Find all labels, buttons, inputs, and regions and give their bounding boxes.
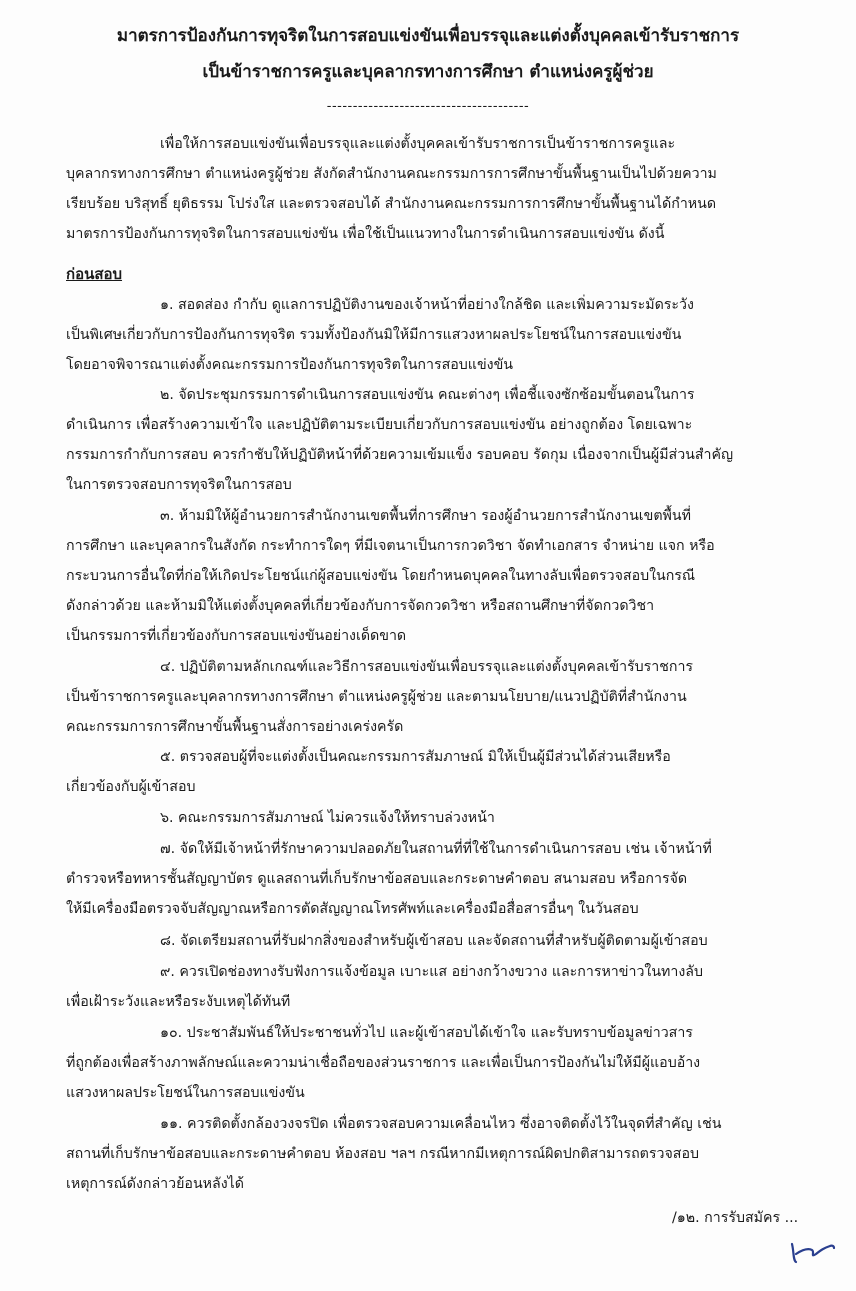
item-3-line: การศึกษา และบุคลากรในสังกัด กระทำการใดๆ ที่มีเจตนาเป็นการกวดวิชา จัดทำเอกสาร จำหน่าย แจก หรือ xyxy=(66,538,715,554)
item-1-line: ๑. สอดส่อง กำกับ ดูแลการปฏิบัติงานของเจ้าหน้าที่อย่างใกล้ชิด และเพิ่มความระมัดระวัง xyxy=(160,297,694,313)
intro-line: เพื่อให้การสอบแข่งขันเพื่อบรรจุและแต่งตั้งบุคคลเข้ารับราชการเป็นข้าราชการครูและ xyxy=(160,136,676,152)
item-3-line: ดังกล่าวด้วย และห้ามมิให้แต่งตั้งบุคคลที่เกี่ยวข้องกับการจัดกวดวิชา หรือสถานศึกษาที่จัดกวดวิชา xyxy=(66,598,655,614)
item-1-line: โดยอาจพิจารณาแต่งตั้งคณะกรรมการป้องกันการทุจริตในการสอบแข่งขัน xyxy=(66,357,513,373)
item-9-line: เพื่อเฝ้าระวังและหรือระงับเหตุได้ทันที xyxy=(66,994,291,1010)
section-heading-before-exam: ก่อนสอบ xyxy=(66,265,123,283)
item-4-line: ๔. ปฏิบัติตามหลักเกณฑ์และวิธีการสอบแข่งขันเพื่อบรรจุและแต่งตั้งบุคคลเข้ารับราชการ xyxy=(160,659,694,675)
item-5-line: ๕. ตรวจสอบผู้ที่จะแต่งตั้งเป็นคณะกรรมการสัมภาษณ์ มิให้เป็นผู้มีส่วนได้ส่วนเสียหรือ xyxy=(160,749,671,765)
intro-line: บุคลากรทางการศึกษา ตำแหน่งครูผู้ช่วย สังกัดสำนักงานคณะกรรมการการศึกษาขั้นพื้นฐานเป็นไปด้วยความ xyxy=(66,166,717,182)
item-4-line: คณะกรรมการการศึกษาขั้นพื้นฐานสั่งการอย่างเคร่งครัด xyxy=(66,719,404,735)
item-4-line: เป็นข้าราชการครูและบุคลากรทางการศึกษา ตำแหน่งครูผู้ช่วย และตามนโยบาย/แนวปฏิบัติที่สำนักงาน xyxy=(66,689,687,705)
item-6-line: ๖. คณะกรรมการสัมภาษณ์ ไม่ควรแจ้งให้ทราบล่วงหน้า xyxy=(160,810,495,826)
item-11-line: เหตุการณ์ดังกล่าวย้อนหลังได้ xyxy=(66,1176,244,1192)
item-3-line: ๓. ห้ามมิให้ผู้อำนวยการสำนักงานเขตพื้นที่การศึกษา รองผู้อำนวยการสำนักงานเขตพื้นที่ xyxy=(160,508,691,524)
continuation-note: /๑๒. การรับสมัคร ... xyxy=(672,1210,799,1226)
item-10-line: ๑๐. ประชาสัมพันธ์ให้ประชาชนทั่วไป และผู้เข้าสอบได้เข้าใจ และรับทราบข้อมูลข่าวสาร xyxy=(160,1025,693,1041)
item-8-line: ๘. จัดเตรียมสถานที่รับฝากสิ่งของสำหรับผู้เข้าสอบ และจัดสถานที่สำหรับผู้ติดตามผู้เข้าสอบ xyxy=(160,933,708,949)
item-5-line: เกี่ยวข้องกับผู้เข้าสอบ xyxy=(66,779,196,795)
handwritten-initials-mark xyxy=(788,1232,838,1266)
item-3-line: กระบวนการอื่นใดที่ก่อให้เกิดประโยชน์แก่ผู้สอบแข่งขัน โดยกำหนดบุคคลในทางลับเพื่อตรวจสอบในกรณี xyxy=(66,568,696,584)
item-10-line: ที่ถูกต้องเพื่อสร้างภาพลักษณ์และความน่าเชื่อถือของส่วนราชการ และเพื่อเป็นการป้องกันไม่ให้มีผู้แอบอ้าง xyxy=(66,1055,701,1071)
item-2-line: กรรมการกำกับการสอบ ควรกำชับให้ปฏิบัติหน้าที่ด้วยความเข้มแข็ง รอบคอบ รัดกุม เนื่องจากเป็นผู้มีส่วนสำคัญ xyxy=(66,447,734,463)
item-7-line: ๗. จัดให้มีเจ้าหน้าที่รักษาความปลอดภัยในสถานที่ที่ใช้ในการดำเนินการสอบ เช่น เจ้าหน้าที่ xyxy=(160,841,712,857)
item-10-line: แสวงหาผลประโยชน์ในการสอบแข่งขัน xyxy=(66,1085,305,1101)
item-7-line: ตำรวจหรือทหารชั้นสัญญาบัตร ดูแลสถานที่เก็บรักษาข้อสอบและกระดาษคำตอบ สนามสอบ หรือการจัด xyxy=(66,871,688,887)
item-1-line: เป็นพิเศษเกี่ยวกับการป้องกันการทุจริต รวมทั้งป้องกันมิให้มีการแสวงหาผลประโยชน์ในการสอบแข่งขัน xyxy=(66,327,682,343)
title-divider: --------------------------------------- xyxy=(326,99,530,114)
item-9-line: ๙. ควรเปิดช่องทางรับฟังการแจ้งข้อมูล เบาะแส อย่างกว้างขวาง และการหาข่าวในทางลับ xyxy=(160,964,703,980)
item-2-line: ในการตรวจสอบการทุจริตในการสอบ xyxy=(66,477,292,493)
intro-line: เรียบร้อย บริสุทธิ์ ยุติธรรม โปร่งใส และตรวจสอบได้ สำนักงานคณะกรรมการการศึกษาขั้นพื้นฐานได้กำหนด xyxy=(66,196,717,212)
item-7-line: ให้มีเครื่องมือตรวจจับสัญญาณหรือการตัดสัญญาณโทรศัพท์และเครื่องมือสื่อสารอื่นๆ ในวันสอบ xyxy=(66,901,639,917)
document-title-line-2: เป็นข้าราชการครูและบุคลากรทางการศึกษา ตำแหน่งครูผู้ช่วย xyxy=(202,62,654,82)
item-11-line: สถานที่เก็บรักษาข้อสอบและกระดาษคำตอบ ห้องสอบ ฯลฯ กรณีหากมีเหตุการณ์ผิดปกติสามารถตรวจสอบ xyxy=(66,1146,699,1162)
item-11-line: ๑๑. ควรติดตั้งกล้องวงจรปิด เพื่อตรวจสอบความเคลื่อนไหว ซึ่งอาจติดตั้งไว้ในจุดที่สำคัญ เช่น xyxy=(160,1116,722,1132)
item-2-line: ดำเนินการ เพื่อสร้างความเข้าใจ และปฏิบัติตามระเบียบเกี่ยวกับการสอบแข่งขัน อย่างถูกต้อง โดยเฉพาะ xyxy=(66,417,693,433)
intro-line: มาตรการป้องกันการทุจริตในการสอบแข่งขัน เพื่อใช้เป็นแนวทางในการดำเนินการสอบแข่งขัน ดังนี้ xyxy=(66,226,665,242)
document-title-line-1: มาตรการป้องกันการทุจริตในการสอบแข่งขันเพื่อบรรจุและแต่งตั้งบุคคลเข้ารับราชการ xyxy=(116,26,740,46)
item-3-line: เป็นกรรมการที่เกี่ยวข้องกับการสอบแข่งขันอย่างเด็ดขาด xyxy=(66,628,407,644)
item-2-line: ๒. จัดประชุมกรรมการดำเนินการสอบแข่งขัน คณะต่างๆ เพื่อชี้แจงซักซ้อมขั้นตอนในการ xyxy=(160,387,695,403)
